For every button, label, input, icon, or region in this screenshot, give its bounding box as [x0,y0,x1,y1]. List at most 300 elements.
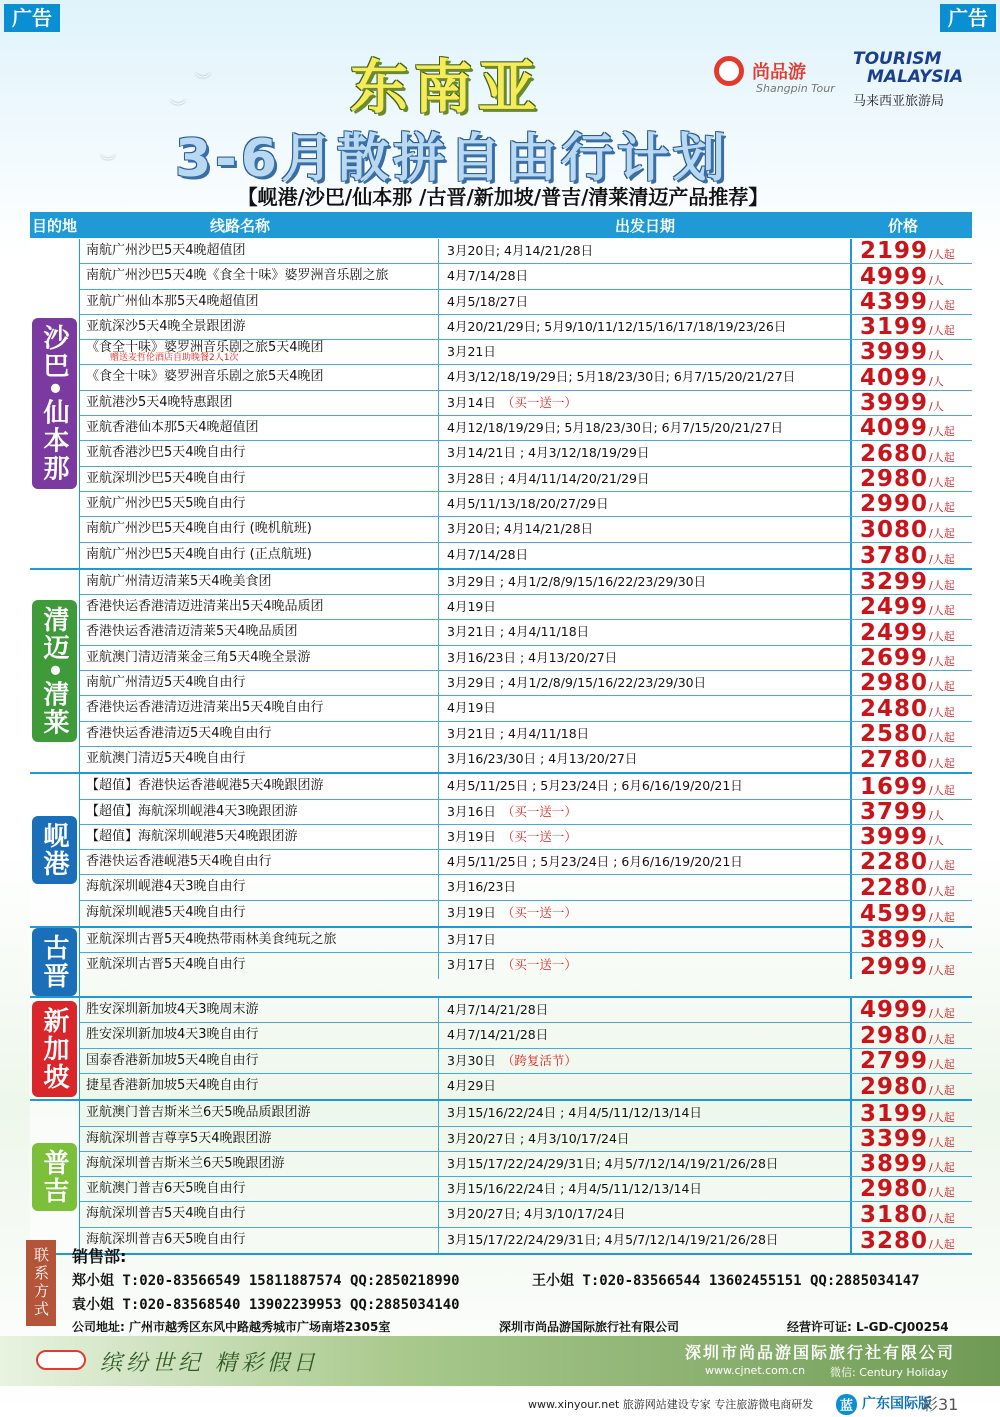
departure-dates [439,264,852,288]
price [852,722,972,746]
table-row [80,239,972,264]
price [852,998,972,1022]
price [852,800,972,824]
route-name [80,825,439,849]
destination-name: 清迈•清莱 [32,600,77,743]
price-unit: /人 [929,400,944,414]
company-name: 深圳市尚品游国际旅行社有限公司 [499,1320,680,1334]
route-name [80,391,439,415]
date-text: 3月20/27日; 4月3/10/17/24日 [447,1206,626,1222]
ad-label-right: 广告 [940,4,996,32]
price-value: 1699 [860,774,929,799]
route-text: 亚航广州沙巴5天5晚自由行 [86,495,246,511]
slogan: 缤纷世纪 精彩假日 [100,1351,319,1376]
departure-dates [439,1177,852,1201]
table-row [80,696,972,721]
table-row [80,800,972,825]
table-row [80,264,972,289]
route-name [80,928,439,952]
price [852,441,972,465]
price [852,875,972,899]
publisher-site: www.xinyour.net 旅游网站建设专家 专注旅游微电商研发 [528,1398,814,1411]
destination-section [30,1101,972,1255]
table-body [30,239,972,1255]
price [852,850,972,874]
price [852,1177,972,1201]
route-text: 亚航广州仙本那5天4晚超值团 [86,293,259,309]
date-text: 3月16/23/30日 ; 4月13/20/27日 [447,750,638,766]
route-text: 【超值】香港快运香港岘港5天4晚跟团游 [86,778,324,794]
price-unit: /人 [929,374,944,388]
price-unit: /人起 [929,783,955,797]
table-row [80,570,972,595]
header-price: 价格 [888,217,919,235]
price-value: 2990 [860,491,929,517]
departure-dates [439,1101,852,1125]
contact-line: 袁小姐 T:020-83568540 13902239953 QQ:2885034140 [72,1297,460,1313]
seagull-icon: ︶ [100,153,117,172]
route-name [80,467,439,491]
table-row [80,467,972,492]
shangpin-name: 尚品游 [752,62,806,83]
table-row [80,998,972,1023]
route-name [80,1023,439,1047]
price-unit: /人起 [929,859,955,873]
promo-note: （买一送一） [501,904,577,920]
price-unit: /人起 [929,963,955,977]
date-text: 3月20日; 4月14/21/28日 [447,243,594,258]
route-text: 亚航澳门普吉6天5晚自由行 [86,1181,246,1197]
price-value: 3180 [860,1202,929,1227]
price-unit: /人起 [929,884,955,898]
route-text: 南航广州沙巴5天4晚自由行 (晚机航班) [86,521,312,537]
price-value: 2980 [860,1177,929,1202]
license-number: 经营许可证: L-GD-CJ00254 [787,1320,949,1334]
price-value: 2799 [860,1048,929,1073]
price-unit: /人起 [929,579,955,593]
departure-dates [439,441,852,465]
table-row [80,290,972,315]
price-unit: /人起 [929,705,955,719]
header-dest: 目的地 [32,217,78,235]
price-value: 3780 [860,542,929,568]
departure-dates [439,315,852,339]
departure-dates [439,953,852,978]
departure-dates [439,543,852,568]
route-name [80,850,439,874]
route-text: 亚航深圳古晋5天4晚热带雨林美食纯玩之旅 [86,932,337,948]
route-text: 【超值】海航深圳岘港5天4晚跟团游 [86,828,298,844]
price-value: 3999 [860,390,929,416]
price-unit: /人 [929,808,944,822]
price-unit: /人起 [929,604,955,618]
price-unit: /人起 [929,324,955,338]
price-unit: /人 [929,937,944,951]
price [852,747,972,772]
route-text: 香港快运香港清迈清莱5天4晚品质团 [86,624,298,640]
destination-section [30,928,972,998]
contact-line: 郑小姐 T:020-83566549 15811887574 QQ:2850218990 [72,1273,460,1289]
promo-note: （跨复活节） [501,1052,577,1068]
price [852,774,972,798]
page-subtitle: 3-6月散拼自由行计划 [175,129,729,189]
date-text: 3月17日 [447,957,496,973]
date-text: 4月5/11/25日 ; 5月23/24日 ; 6月6/16/19/20/21日 [447,854,743,870]
date-text: 3月20日; 4月14/21/28日 [447,521,594,537]
route-text: 亚航香港仙本那5天4晚超值团 [86,420,259,436]
price [852,315,972,339]
price-unit: /人起 [929,911,955,925]
price-value: 3399 [860,1126,929,1151]
price-unit: /人起 [929,248,955,262]
price-value: 2980 [860,1023,929,1048]
departure-dates [439,391,852,415]
date-text: 4月19日 [447,599,496,615]
route-name [80,315,439,339]
route-name [80,901,439,926]
price [852,365,972,389]
route-text: 南航广州沙巴5天4晚《食全十味》婆罗洲音乐剧之旅 [86,268,389,284]
departure-dates [439,517,852,541]
route-text: 香港快运香港清迈进清莱出5天4晚品质团 [86,599,324,615]
table-row [80,595,972,620]
route-name [80,747,439,772]
promo-note: （买一送一） [501,828,577,844]
table-row [80,543,972,568]
table-row [80,901,972,926]
seagull-icon: ︶ [170,98,187,117]
price-unit: /人起 [929,1032,955,1046]
price-unit: /人起 [929,450,955,464]
price [852,1202,972,1226]
price-unit: /人起 [929,298,955,312]
table-row [80,340,972,365]
departure-dates [439,1152,852,1176]
destination-list: 【岘港/沙巴/仙本那 /古晋/新加坡/普吉/清莱清迈产品推荐】 [237,185,769,209]
date-text: 3月29日 ; 4月1/2/8/9/15/16/22/23/29/30日 [447,573,707,589]
route-text: 胜安深圳新加坡4天3晚自由行 [86,1027,259,1043]
route-name [80,264,439,288]
route-name [80,239,439,263]
price-unit: /人起 [929,1084,955,1098]
route-text: 亚航深圳古晋5天4晚自由行 [86,957,246,973]
price [852,1023,972,1047]
departure-dates [439,800,852,824]
table-row [80,517,972,542]
table-row [80,416,972,441]
route-name [80,800,439,824]
price-value: 2980 [860,466,929,491]
price-unit: /人起 [929,1211,955,1225]
route-name [80,671,439,695]
route-name [80,290,439,314]
route-name [80,1152,439,1176]
price-value: 3799 [860,799,929,824]
tm-line1: TOURISM [853,49,942,69]
price [852,1049,972,1073]
date-text: 3月15/17/22/24/29/31日; 4月5/7/12/14/19/21/26/28日 [447,1231,779,1247]
footer-band [0,1336,1000,1386]
departure-dates [439,928,852,952]
date-text: 4月5/18/27日 [447,293,529,309]
price [852,1074,972,1099]
date-text: 3月30日 [447,1052,496,1068]
table-row [80,1049,972,1074]
route-name [80,620,439,644]
price-value: 2280 [860,875,929,900]
destination-name: 新加坡 [32,1001,77,1097]
date-text: 4月7/14/21/28日 [447,1002,549,1018]
route-name [80,1177,439,1201]
departure-dates [439,570,852,594]
departure-dates [439,416,852,440]
contact-line: 王小姐 T:020-83566544 13602455151 QQ:2885034147 [532,1273,920,1289]
departure-dates [439,774,852,798]
price-unit: /人起 [929,1135,955,1149]
route-name [80,416,439,440]
date-text: 3月21日 [447,344,496,360]
price [852,517,972,541]
departure-dates [439,901,852,926]
edition-name: 广东国际版 [862,1396,932,1412]
price [852,467,972,491]
price-unit: /人起 [929,501,955,515]
route-text: 亚航深沙5天4晚全景跟团游 [86,318,246,334]
date-text: 3月16/23日 [447,879,516,895]
price-unit: /人 [929,349,944,363]
edition-tag: 蓝 [836,1394,857,1415]
route-name [80,570,439,594]
route-text: 《食全十味》婆罗洲音乐剧之旅5天4晚团 [86,340,324,356]
table-row [80,365,972,390]
price-value: 2280 [860,850,929,875]
sales-title: 销售部: [72,1247,127,1266]
price [852,1101,972,1125]
route-text: 亚航香港沙巴5天4晚自由行 [86,445,246,461]
price [852,825,972,849]
destination-label [30,998,80,1099]
date-text: 3月15/17/22/24/29/31日; 4月5/7/12/14/19/21/26/28日 [447,1155,779,1171]
shangpin-logo [712,50,852,110]
date-text: 4月5/11/13/18/20/27/29日 [447,495,609,511]
route-text: 海航深圳岘港5天4晚自由行 [86,904,246,920]
departure-dates [439,620,852,644]
table-row [80,1202,972,1227]
route-name [80,517,439,541]
price [852,901,972,926]
departure-dates [439,1127,852,1151]
departure-dates [439,467,852,491]
price-value: 2199 [860,239,929,264]
route-name [80,875,439,899]
route-text: 南航广州沙巴5天4晚自由行 (正点航班) [86,546,312,562]
route-name [80,340,439,364]
departure-dates [439,595,852,619]
departure-dates [439,825,852,849]
bottom-bar [0,1390,1000,1417]
price-value: 3199 [860,314,929,340]
price-unit: /人起 [929,680,955,694]
route-text: 亚航深圳沙巴5天4晚自由行 [86,470,246,486]
table-row [80,928,972,953]
price-value: 2980 [860,671,929,696]
price-value: 3999 [860,824,929,850]
price [852,391,972,415]
route-text: 【超值】海航深圳岘港4天3晚跟团游 [86,803,298,819]
date-text: 4月12/18/19/29日; 5月18/23/30日; 6月7/15/20/21/27日 [447,420,784,436]
date-text: 3月15/16/22/24日 ; 4月4/5/11/12/13/14日 [447,1181,702,1197]
destination-label [30,239,80,568]
route-text: 亚航港沙5天4晚特惠跟团 [86,394,233,410]
departure-dates [439,1049,852,1073]
price-unit: /人起 [929,1110,955,1124]
shangpin-mark-icon [714,56,744,86]
route-text: 海航深圳岘港4天3晚自由行 [86,879,246,895]
route-text: 国泰香港新加坡5天4晚自由行 [86,1052,259,1068]
table-row [80,1152,972,1177]
route-text: 南航广州清迈清莱5天4晚美食团 [86,573,272,589]
departure-dates [439,1023,852,1047]
tm-line2: MALAYSIA [867,67,964,87]
route-name [80,365,439,389]
departure-dates [439,1074,852,1099]
price-unit: /人 [929,834,944,848]
price-unit: /人起 [929,475,955,489]
price-unit: /人起 [929,1057,955,1071]
price [852,646,972,670]
price-value: 3899 [860,928,929,953]
route-name [80,543,439,568]
date-text: 4月29日 [447,1077,496,1093]
table-row [80,391,972,416]
contact-section [0,1236,1000,1336]
destination-label [30,928,80,996]
price-value: 4999 [860,998,929,1023]
price-value: 2980 [860,1074,929,1100]
date-text: 3月19日 [447,904,496,920]
date-text: 3月15/16/22/24日 ; 4月4/5/11/12/13/14日 [447,1105,702,1121]
table-row [80,850,972,875]
tourism-malaysia-logo [853,50,993,109]
date-text: 4月20/21/29日; 5月9/10/11/12/15/16/17/18/19/23/26日 [447,318,787,334]
price-unit: /人起 [929,1186,955,1200]
destination-section [30,239,972,570]
destination-name: 岘港 [32,816,77,884]
table-row [80,441,972,466]
price-value: 2499 [860,620,929,645]
route-text: 海航深圳普吉5天4晚自由行 [86,1206,246,1222]
price [852,953,972,978]
price-value: 3080 [860,517,929,542]
destination-label [30,570,80,772]
promo-note: （买一送一） [501,957,577,973]
price-value: 2680 [860,441,929,466]
price-unit: /人起 [929,552,955,566]
date-text: 4月7/14/21/28日 [447,1027,549,1043]
destination-section [30,774,972,928]
table-row [80,620,972,645]
date-text: 4月7/14/28日 [447,546,529,562]
price-unit: /人起 [929,1237,955,1251]
destination-label [30,1101,80,1253]
price [852,416,972,440]
table-row [80,492,972,517]
destination-name: 普吉 [32,1143,77,1211]
route-text: 亚航澳门清迈清莱金三角5天4晚全景游 [86,649,311,665]
destination-name: 沙巴•仙本那 [32,318,77,489]
route-name [80,774,439,798]
tm-cn: 马来西亚旅游局 [853,94,945,109]
table-row [80,774,972,799]
price [852,340,972,364]
route-text: 亚航澳门清迈5天4晚自由行 [86,750,246,766]
price [852,1152,972,1176]
route-text: 香港快运香港清迈5天4晚自由行 [86,725,272,741]
price-value: 4999 [860,264,929,289]
departure-dates [439,722,852,746]
price [852,671,972,695]
date-text: 3月21日 ; 4月4/11/18日 [447,624,590,640]
departure-dates [439,340,852,364]
shangpin-en: Shangpin Tour [756,82,835,95]
date-text: 3月17日 [447,932,496,948]
date-text: 3月29日 ; 4月1/2/8/9/15/16/22/23/29/30日 [447,675,707,691]
price [852,239,972,263]
price-value: 2699 [860,645,929,671]
table-row [80,1127,972,1152]
table-row [80,315,972,340]
price [852,620,972,644]
header-date: 出发日期 [615,217,676,235]
table-row [80,747,972,772]
route-name [80,953,439,978]
date-text: 4月19日 [447,700,496,716]
route-text: 海航深圳普吉6天5晚自由行 [86,1231,246,1247]
route-name [80,722,439,746]
departure-dates [439,696,852,720]
route-text: 香港快运香港岘港5天4晚自由行 [86,854,272,870]
departure-dates [439,365,852,389]
date-text: 4月3/12/18/19/29日; 5月18/23/30日; 6月7/15/20/21/27日 [447,369,796,385]
price-value: 2780 [860,747,929,773]
price-value: 3899 [860,1151,929,1177]
date-text: 3月14/21日 ; 4月3/12/18/19/29日 [447,445,650,461]
table-row [80,953,972,978]
price-value: 4099 [860,365,929,390]
price-value: 2480 [860,696,929,721]
company-address: 公司地址: 广州市越秀区东风中路越秀城市广场南塔2305室 [72,1320,391,1334]
price-unit: /人起 [929,1007,955,1021]
product-table [30,212,972,1253]
date-text: 3月19日 [447,828,496,844]
departure-dates [439,998,852,1022]
page-number: 彩31 [922,1395,959,1414]
footer-wechat: 微信: Century Holiday [830,1366,948,1379]
header-route: 线路名称 [210,217,271,235]
table-row [80,646,972,671]
route-name [80,998,439,1022]
date-text: 4月5/11/25日 ; 5月23/24日 ; 6月6/16/19/20/21日 [447,778,743,794]
route-text: 南航广州清迈5天4晚自由行 [86,675,246,691]
route-name [80,492,439,516]
destination-section [30,570,972,774]
route-name [80,441,439,465]
table-row [80,1074,972,1099]
date-text: 3月16日 [447,803,496,819]
table-row [80,671,972,696]
price-value: 2499 [860,595,929,620]
route-name [80,1127,439,1151]
